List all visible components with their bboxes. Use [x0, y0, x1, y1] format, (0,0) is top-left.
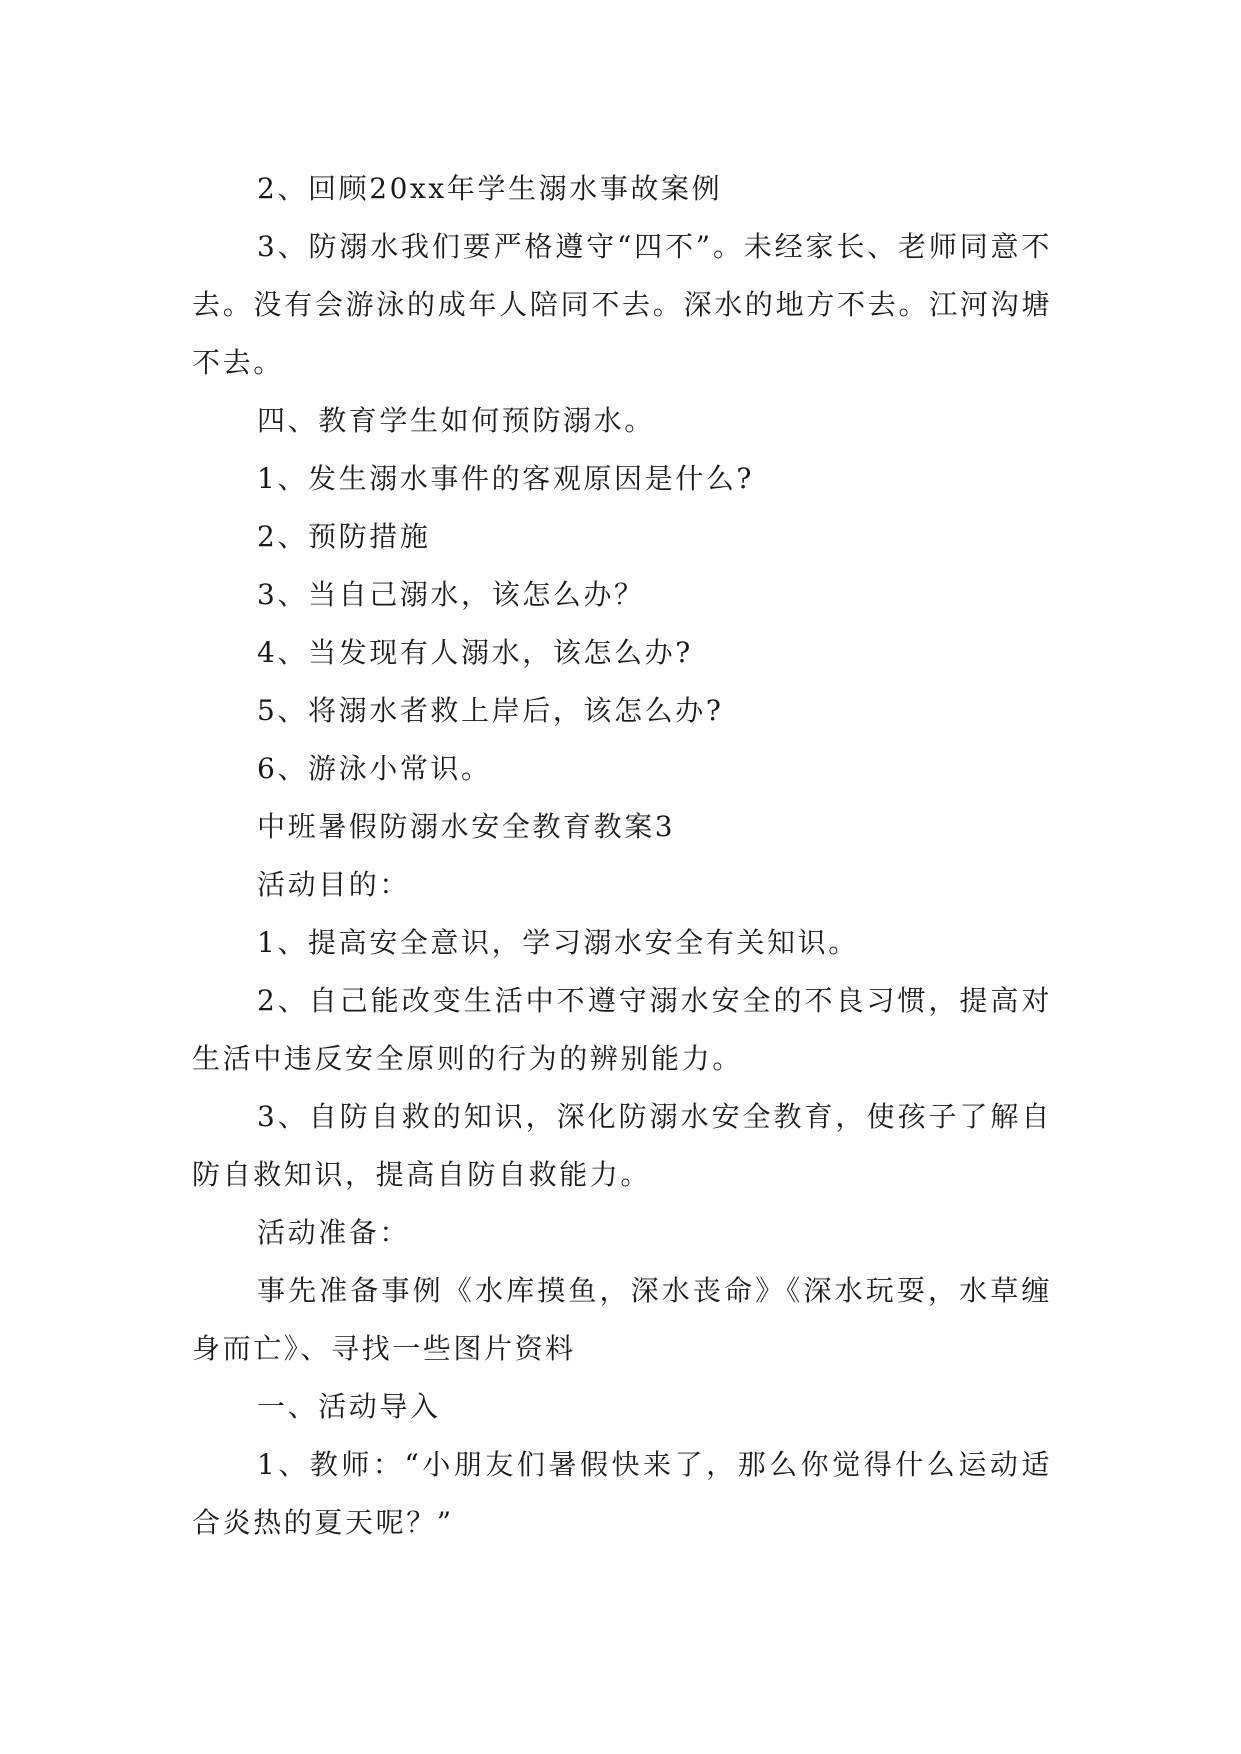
- heading-activity-preparation: 活动准备：: [257, 1216, 411, 1249]
- paragraph-self-drowning: 3、当自己溺水，该怎么办？: [257, 578, 645, 611]
- paragraph-four-nots: 3、防溺水我们要严格遵守“四不”。未经家长、老师同意不去。没有会游泳的成年人陪同不去。深水的地方不去。江河沟塘不去。: [192, 230, 1052, 379]
- lesson-plan-title: 中班暑假防溺水安全教育教案3: [257, 810, 676, 843]
- heading-activity-intro: 一、活动导入: [257, 1390, 441, 1423]
- paragraph-preparation: 事先准备事例《水库摸鱼，深水丧命》《深水玩耍，水草缠身而亡》、寻找一些图片资料: [192, 1274, 1052, 1365]
- paragraph-goal-2: 2、自己能改变生活中不遵守溺水安全的不良习惯，提高对生活中违反安全原则的行为的辨别能力。: [192, 984, 1052, 1075]
- paragraph-after-rescue: 5、将溺水者救上岸后，该怎么办?: [257, 694, 724, 727]
- heading-activity-goals: 活动目的：: [257, 868, 411, 901]
- paragraph-others-drowning: 4、当发现有人溺水，该怎么办?: [257, 636, 693, 669]
- paragraph-swimming-tips: 6、游泳小常识。: [257, 752, 492, 785]
- paragraph-goal-3: 3、自防自救的知识，深化防溺水安全教育，使孩子了解自防自救知识，提高自防自救能力。: [192, 1100, 1052, 1191]
- paragraph-teacher-question: 1、教师：“小朋友们暑假快来了，那么你觉得什么运动适合炎热的夏天呢？”: [192, 1448, 1052, 1539]
- paragraph-measures: 2、预防措施: [257, 520, 431, 553]
- paragraph-review-cases: 2、回顾20xx年学生溺水事故案例: [257, 172, 723, 205]
- section-heading-prevention: 四、教育学生如何预防溺水。: [257, 404, 655, 437]
- paragraph-objective-causes: 1、发生溺水事件的客观原因是什么?: [257, 462, 755, 495]
- document-body: [192, 160, 1052, 1552]
- paragraph-goal-1: 1、提高安全意识，学习溺水安全有关知识。: [257, 926, 859, 959]
